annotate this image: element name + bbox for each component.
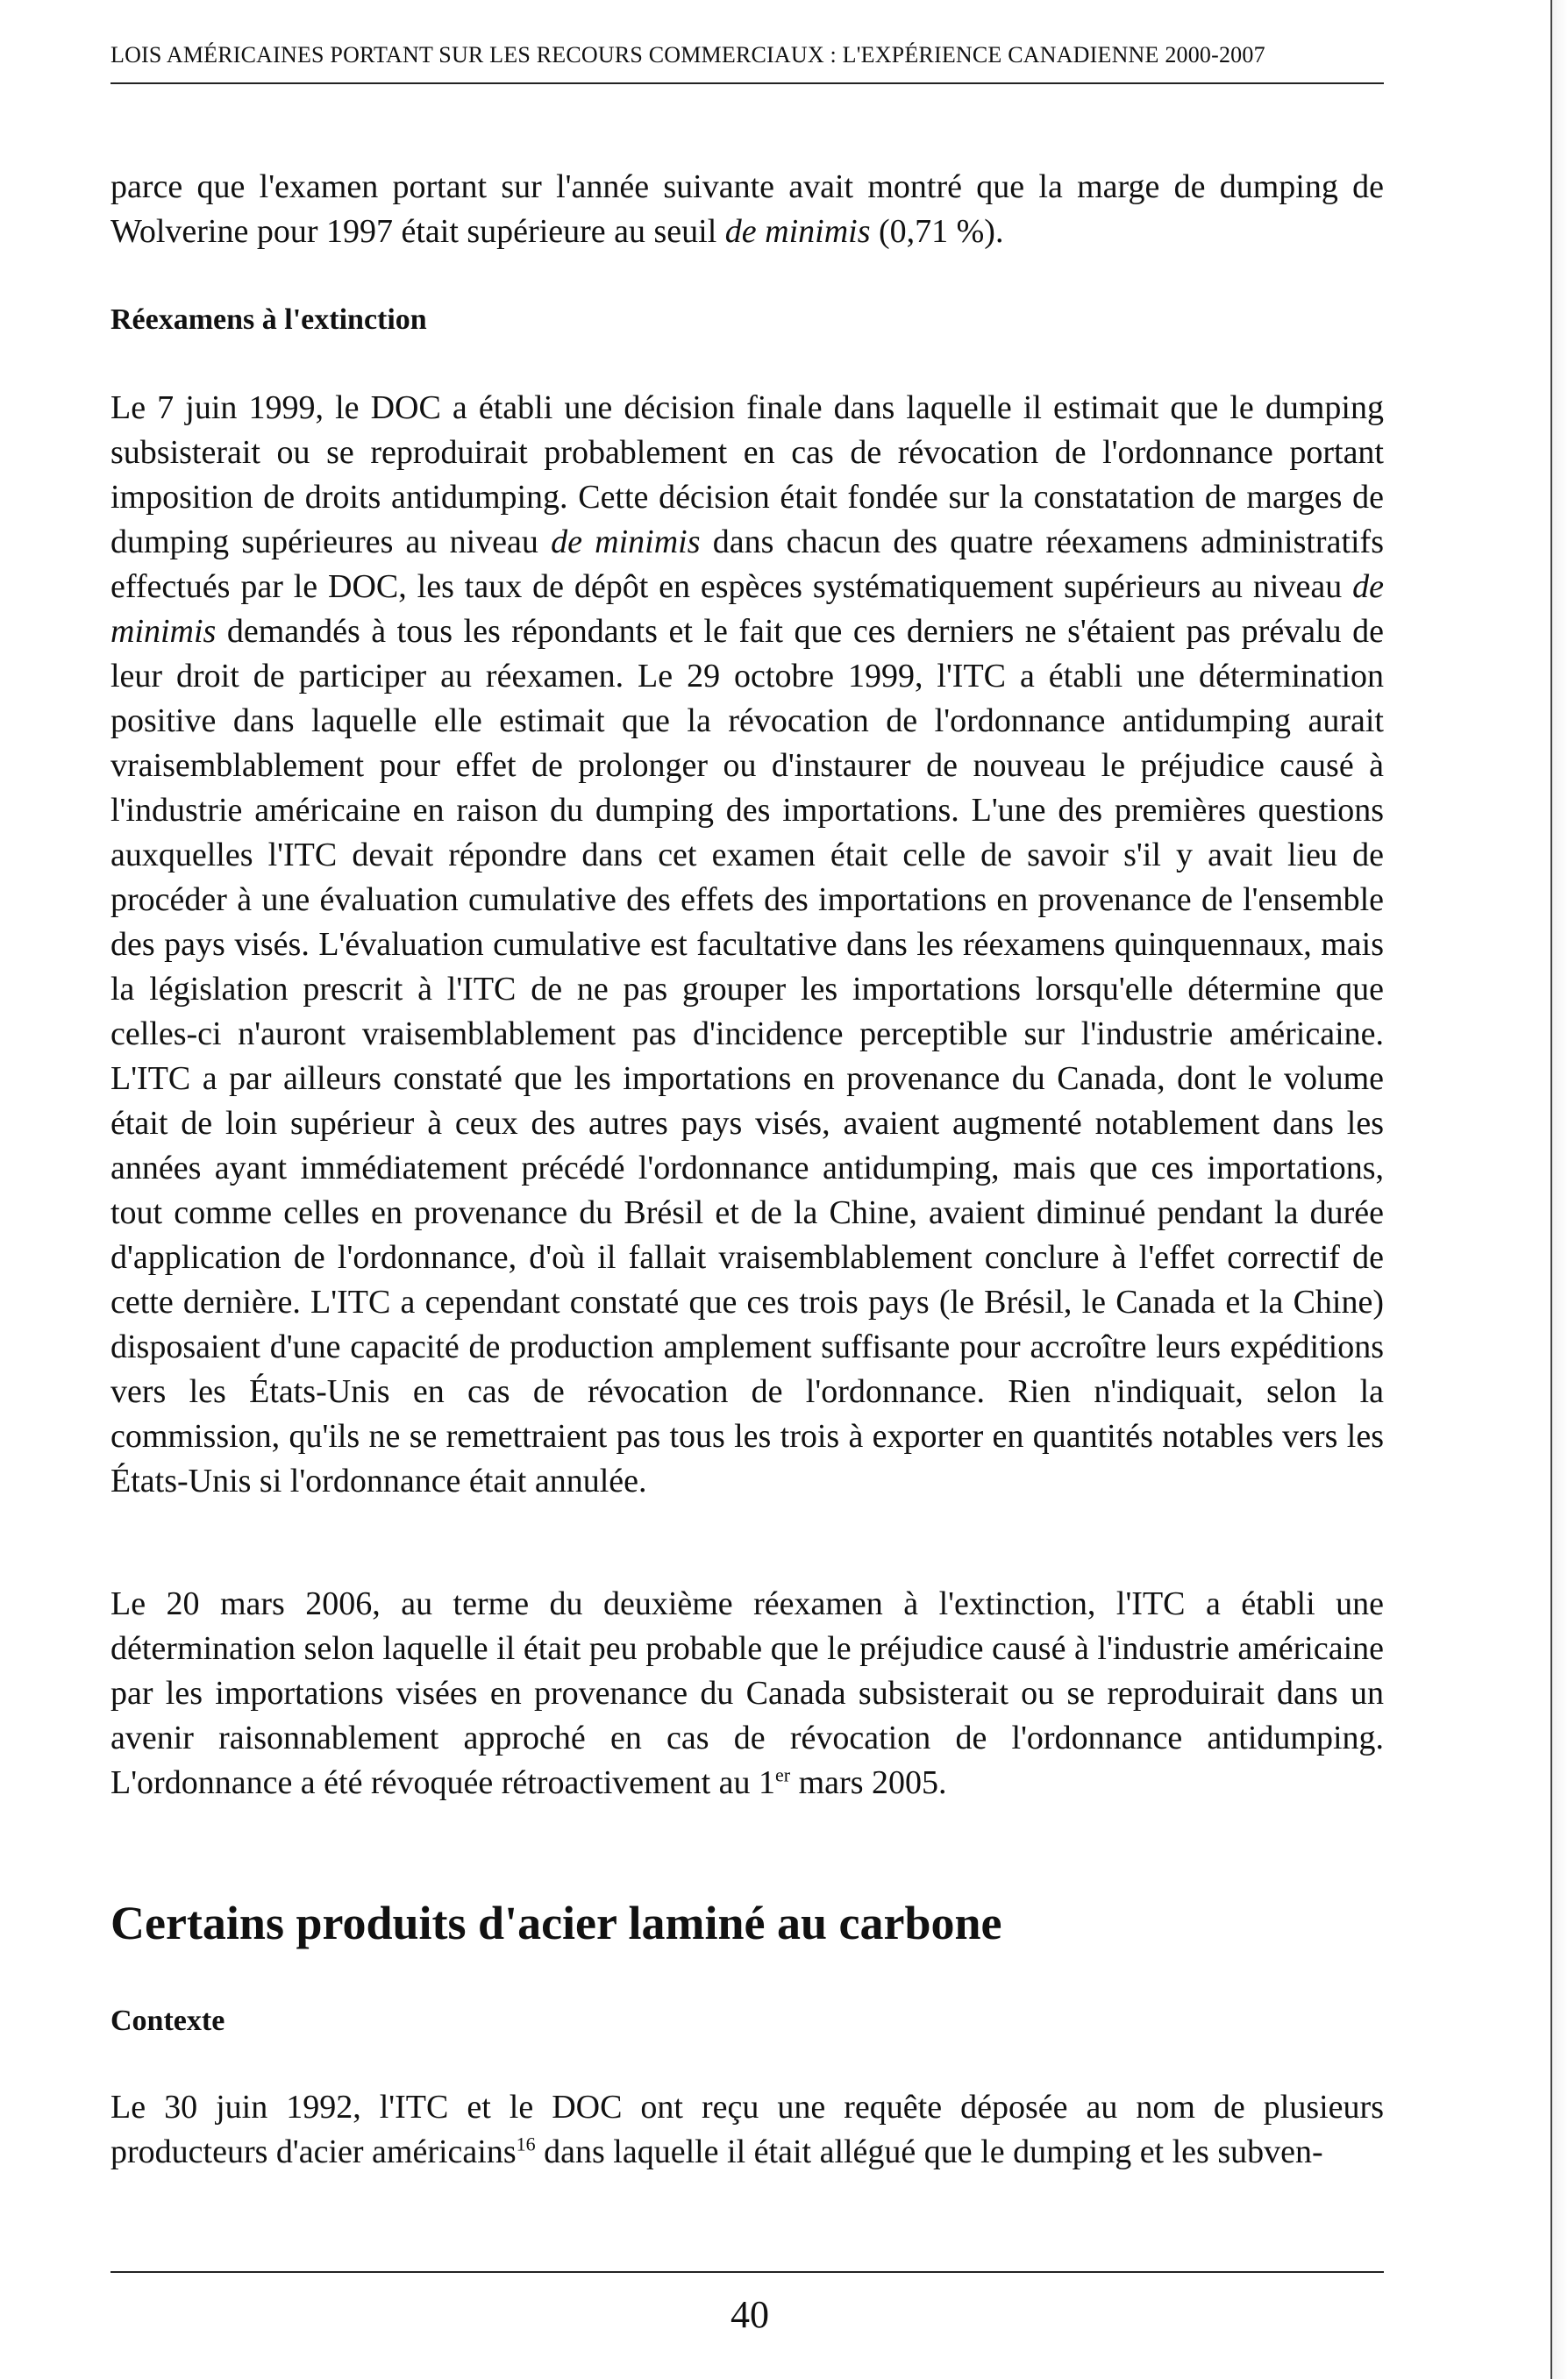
paragraph-2-text-2: dans chacun des quatre réexamens administratifs effectués par le DOC, les taux de dépôt en espèces systématiquement supérieurs au niveau (110, 524, 1385, 605)
paragraph-1-text-end: (0,71 %). (870, 213, 1004, 250)
paragraph-2-text-3: demandés à tous les répondants et le fait que ces derniers ne s'étaient pas prévalu de leur droit de participer au réexamen. Le 29 octobre 1999, l'ITC a établi une détermination positive dans laquelle elle estimait que la révocation de l'ordonnance antidumping aurait vraisemblablement pour effet de prolonger ou d'instaurer de nouveau le préjudice causé à l'industrie américaine en raison du dumping des importations. L'une des premières questions auxquelles l'ITC devait répondre dans cet examen était celle de savoir s'il y avait lieu de procéder à une évaluation cumulative des effets des importations en provenance de l'ensemble des pays visés. L'évaluation cumulative est facultative dans les réexamens quinquennaux, mais la législation prescrit à l'ITC de ne pas grouper les importations lorsqu'elle détermine que celles-ci n'auront vraisemblablement pas d'incidence perceptible sur l'industrie américaine. L'ITC a par ailleurs constaté que les importations en provenance du Canada, dont le volume était de loin supérieur à ceux des autres pays visés, avaient augmenté notablement dans les années ayant immédiatement précédé l'ordonnance antidumping, mais que ces importations, tout comme celles en provenance du Brésil et de la Chine, avaient diminué pendant la durée d'application de l'ordonnance, d'où il fallait vraisemblablement conclure à l'effet correctif de cette dernière. L'ITC a cependant constaté que ces trois pays (le Brésil, le Canada et la Chine) disposaient d'une capacité de production amplement suffisante pour accroître leurs expéditions vers les États-Unis en cas de révocation de l'ordonnance. Rien n'indiquait, selon la commission, qu'ils ne se remettraient pas tous les trois à exporter en quantités notables vers les États-Unis si l'ordonnance était annulée. (110, 613, 1384, 1499)
page-number: 40 (731, 2293, 769, 2336)
paragraph-4-text-end: dans laquelle il était allégué que le dumping et les subven- (535, 2133, 1323, 2170)
running-header: LOIS AMÉRICAINES PORTANT SUR LES RECOURS COMMERCIAUX : L'EXPÉRIENCE CANADIENNE 2000-2007 (110, 42, 1265, 68)
paragraph-3-superscript: er (775, 1763, 791, 1786)
paragraph-2-text-1: Le 7 juin 1999, le DOC a établi une décision finale dans laquelle il estimait que le dumping subsisterait ou se reproduirait probablement en cas de révocation de l'ordonnance portant imposition de droits antidumping. Cette décision était fondée sur la constatation de marges de dumping supérieures au niveau (110, 389, 1384, 560)
paragraph-2 (110, 386, 1384, 1504)
subheading-sunset-reviews: Réexamens à l'extinction (110, 303, 427, 336)
header-rule (110, 82, 1384, 84)
paragraph-3-text: Le 20 mars 2006, au terme du deuxième réexamen à l'extinction, l'ITC a établi une détermination selon laquelle il était peu probable que le préjudice causé à l'industrie américaine par les importations visées en provenance du Canada subsisterait ou se reproduirait dans un avenir raisonnablement approché en cas de révocation de l'ordonnance antidumping. L'ordonnance a été révoquée rétroactivement au 1 (110, 1585, 1384, 1801)
paragraph-3-text-end: mars 2005. (790, 1764, 947, 1801)
paragraph-4-text: Le 30 juin 1992, l'ITC et le DOC ont reçu une requête déposée au nom de plusieurs producteurs d'acier américains (110, 2089, 1384, 2170)
paragraph-2-italic-2: de minimis (110, 568, 1384, 650)
scan-page-edge (1550, 0, 1568, 2379)
footer-rule (110, 2271, 1384, 2273)
footnote-reference[interactable]: 16 (516, 2133, 536, 2155)
paragraph-1 (110, 165, 1384, 254)
paragraph-1-text: parce que l'examen portant sur l'année suivante avait montré que la marge de dumping de Wolverine pour 1997 était supérieure au seuil (110, 168, 1384, 250)
section-title: Certains produits d'acier laminé au carbone (110, 1897, 1002, 1949)
paragraph-1-italic: de minimis (724, 213, 871, 250)
paragraph-2-italic-1: de minimis (551, 524, 701, 560)
paragraph-4 (110, 2085, 1384, 2175)
paragraph-3 (110, 1582, 1384, 1806)
subheading-context: Contexte (110, 2005, 225, 2037)
